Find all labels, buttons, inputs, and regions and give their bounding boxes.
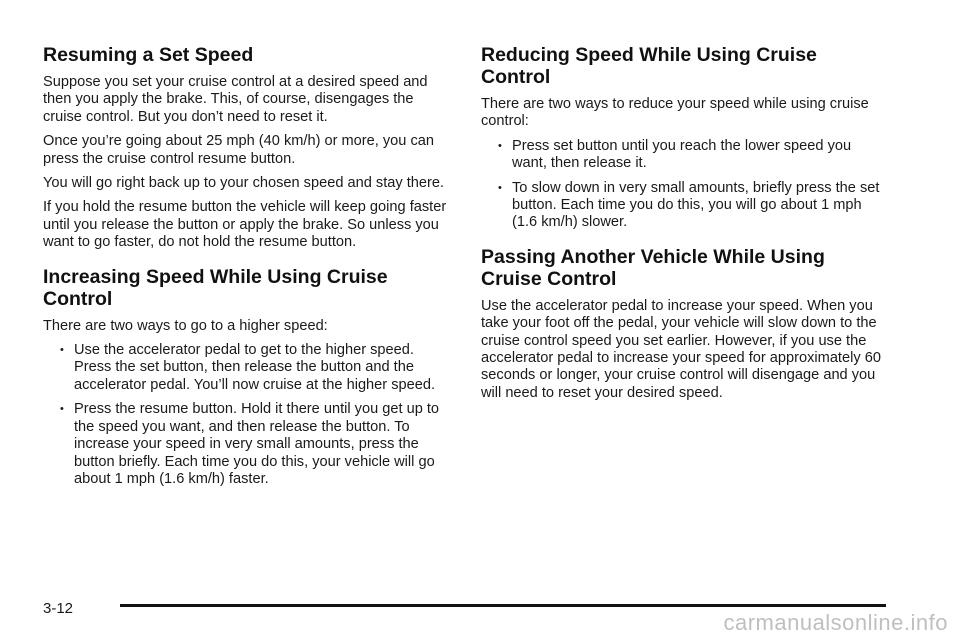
footer-rule (120, 604, 886, 607)
heading-increasing-speed: Increasing Speed While Using Cruise Control (43, 265, 388, 310)
bullet-list (43, 342, 448, 488)
heading-resuming-set-speed: Resuming a Set Speed (43, 44, 254, 66)
bullet-icon: • (498, 181, 502, 194)
paragraph: You will go right back up to your chosen speed and stay there. (43, 175, 445, 192)
heading-reducing-speed: Reducing Speed While Using Cruise Control (481, 44, 817, 88)
paragraph: There are two ways to reduce your speed while using cruise control: (481, 96, 869, 130)
heading-passing-vehicle: Passing Another Vehicle While Using Cruise Control (481, 245, 825, 290)
bullet-icon: • (60, 344, 64, 357)
bullet-list (481, 138, 886, 232)
paragraph: Suppose you set your cruise control at a desired speed and then you apply the brake. This, of course, disengages the cruise control. But you don’t need to reset it. (43, 74, 428, 125)
list-item (481, 180, 886, 232)
bullet-icon: • (498, 139, 502, 152)
paragraph: Use the accelerator pedal to increase your speed. When you take your foot off the pedal, your vehicle will slow down to the cruise control speed you set earlier. However, if you use the accelerator pedal to increase your speed for approximately 60 seconds or longer, your cruise control will disengage and you will need to reset your desired speed. (481, 297, 881, 401)
section-resuming-set-speed (43, 44, 448, 252)
list-item (481, 138, 886, 173)
list-item-text: Press the resume button. Hold it there until you get up to the speed you want, and then release the button. To increase your speed in very small amounts, press the button briefly. Each time you do this, your vehicle will go about 1 mph (1.6 km/h) faster. (74, 401, 440, 487)
left-column (43, 44, 448, 496)
page-number: 3-12 (43, 600, 74, 617)
list-item-text: To slow down in very small amounts, briefly press the set button. Each time you do this, you will go about 1 mph (1.6 km/h) slower. (512, 179, 880, 231)
right-column (481, 44, 886, 409)
list-item-text: Use the accelerator pedal to get to the higher speed. Press the set button, then release the button and the accelerator pedal. You’ll now cruise at the higher speed. (74, 342, 436, 393)
list-item (43, 342, 448, 394)
paragraph: Once you’re going about 25 mph (40 km/h) or more, you can press the cruise control resume button. (43, 133, 434, 167)
bullet-icon: • (60, 403, 64, 416)
section-reducing-speed (481, 44, 886, 232)
watermark: carmanualsonline.info (723, 610, 948, 635)
section-passing-vehicle (481, 246, 886, 402)
list-item (43, 401, 448, 488)
section-increasing-speed (43, 266, 448, 489)
paragraph: If you hold the resume button the vehicle will keep going faster until you release the button or apply the brake. So unless you want to go faster, do not hold the resume button. (43, 199, 447, 251)
paragraph: There are two ways to go to a higher speed: (43, 317, 328, 334)
list-item-text: Press set button until you reach the lower speed you want, then release it. (512, 137, 852, 172)
